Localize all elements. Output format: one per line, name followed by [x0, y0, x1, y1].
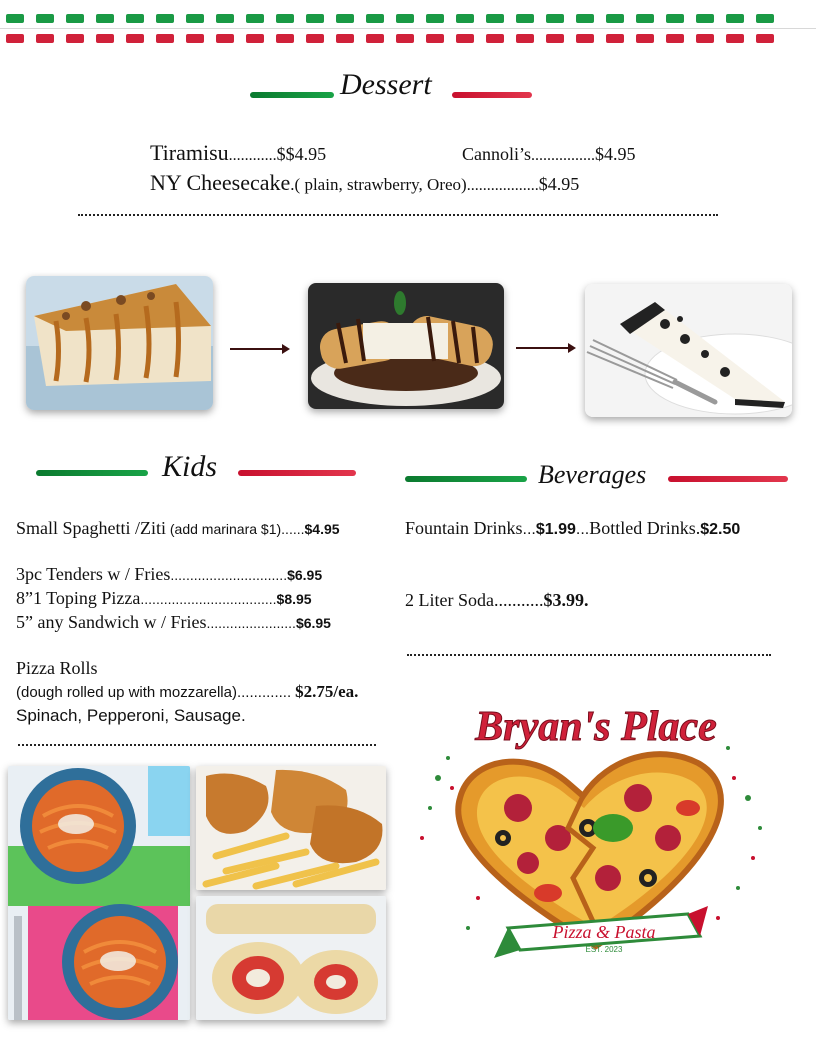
beverages-heading: Beverages [538, 460, 647, 489]
beverage-item-soda [405, 590, 588, 611]
dotted-divider [18, 744, 376, 746]
arrow-icon [230, 348, 288, 350]
beverage-item-fountain [405, 518, 740, 539]
chicken-tenders-fries-photo [196, 766, 386, 890]
item-dots: ............ [228, 147, 277, 164]
item-name: 3pc Tenders w / Fries [16, 564, 171, 584]
item-name: NY Cheesecake [150, 170, 291, 195]
item-price: $$4.95 [276, 144, 327, 164]
item-dots: ................ [531, 147, 596, 164]
heading-bar-green [36, 470, 148, 476]
kids-item-tenders [16, 564, 322, 585]
dessert-item-tiramisu [150, 140, 326, 166]
dessert-item-cannoli [462, 144, 636, 165]
item-name: Fountain Drinks [405, 518, 523, 538]
item-desc: (dough rolled up with mozzarella)............. [16, 684, 292, 701]
item-name: 8”1 Toping Pizza [16, 588, 141, 608]
spaghetti-bowls-photo [8, 766, 190, 1020]
item-name: Cannoli’s [462, 144, 532, 164]
heading-bar-green [405, 476, 527, 482]
item-dots: .............................. [170, 567, 288, 583]
item-dots: ....................... [206, 615, 296, 631]
pizza-rolls-photo [196, 896, 386, 1020]
item-note: (add marinara $1)...... [166, 521, 305, 537]
item-price: $3.99. [543, 590, 589, 610]
item-dots: .................. [466, 177, 539, 194]
item-price: $4.95 [595, 144, 636, 164]
item-price: $6.95 [295, 615, 331, 631]
chocolate-cannoli-photo [308, 283, 504, 409]
dessert-item-cheesecake [150, 170, 579, 196]
item-price: $2.75/ea. [295, 682, 359, 701]
kids-item-spaghetti [16, 518, 340, 539]
dotted-divider [407, 654, 771, 656]
kids-item-sandwich [16, 612, 331, 633]
item-dots: ... [575, 521, 590, 538]
item-dots: ... [522, 521, 536, 538]
logo-name: Bryan's Place [475, 704, 717, 750]
dessert-heading: Dessert [340, 68, 432, 101]
item-dots: ................................... [140, 591, 277, 607]
dotted-divider [78, 214, 718, 216]
item-name: Small Spaghetti /Ziti [16, 518, 166, 538]
flag-border-divider [0, 28, 816, 29]
bryans-place-logo [408, 688, 784, 978]
kids-heading: Kids [162, 450, 218, 483]
kids-item-pizza-rolls: Pizza Rolls [16, 658, 98, 678]
oreo-cheesecake-photo [585, 284, 792, 417]
item-price: $2.50 [700, 521, 741, 538]
logo-established: EST. 2023 [585, 945, 623, 954]
heading-bar-red [238, 470, 356, 476]
logo-tagline: Pizza & Pasta [552, 922, 656, 942]
flag-border-bottom-row [0, 34, 816, 43]
item-name: 5” any Sandwich w / Fries [16, 612, 207, 632]
item-price: $6.95 [287, 567, 323, 583]
item-dots: ........... [493, 590, 544, 610]
kids-item-pizza [16, 588, 312, 609]
pizza-rolls-flavors: Spinach, Pepperoni, Sausage. [16, 706, 246, 725]
flag-border-top-row [0, 14, 816, 23]
item-name: 2 Liter Soda [405, 590, 494, 610]
heading-bar-green [250, 92, 334, 98]
item-price: $8.95 [276, 591, 312, 607]
item-price: $4.95 [304, 521, 340, 537]
heading-bar-red [668, 476, 788, 482]
item-options: .( plain, strawberry, Oreo) [290, 175, 467, 194]
item-price: $1.99 [535, 521, 576, 538]
pizza-rolls-description [16, 682, 358, 702]
item-name: Bottled Drinks. [589, 518, 701, 538]
item-name: Tiramisu [150, 140, 229, 165]
item-price: $4.95 [538, 174, 580, 194]
heading-bar-red [452, 92, 532, 98]
arrow-icon [516, 347, 574, 349]
caramel-pecan-cheesecake-photo [26, 276, 213, 410]
